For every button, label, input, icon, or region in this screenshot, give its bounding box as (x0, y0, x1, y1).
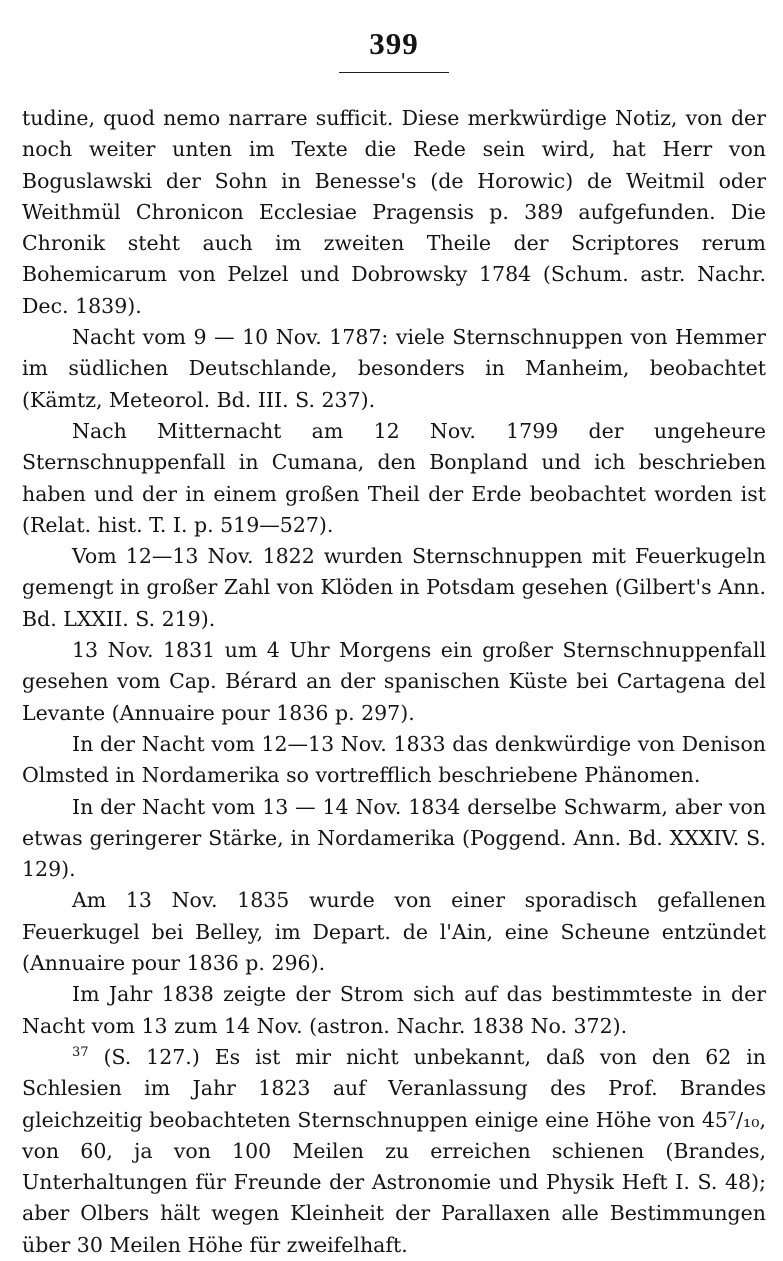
body-text (22, 103, 766, 1261)
footnote-number: 37 (72, 1045, 89, 1061)
paragraph-9: Im Jahr 1838 zeigte der Strom sich auf das bestimmteste in der Nacht vom 13 zum 14 Nov. (astron. Nachr. 1838 No. 372). (22, 982, 766, 1038)
book-page (22, 26, 766, 1257)
paragraph-7: In der Nacht vom 13 — 14 Nov. 1834 derselbe Schwarm, aber von etwas geringerer Stärke, in Nordamerika (Poggend. Ann. Bd. XXXIV. S. 129). (22, 794, 766, 882)
paragraph-3: Nach Mitternacht am 12 Nov. 1799 der ungeheure Sternschnuppenfall in Cumana, den Bonpland und ich beschrieben haben und der in einem großen Theil der Erde beobachtet worden ist (Relat. hist. T. I. p. 519—527). (22, 418, 766, 537)
footnote-text: (S. 127.) Es ist mir nicht unbekannt, daß von den 62 in Schlesien im Jahr 1823 auf Veranlassung des Prof. Brandes gleichzeitig beobachteten Sternschnuppen einige eine Höhe von 45⁷/₁₀, von 60, ja von 100 Meilen zu erreichen schienen (Brandes, Unterhaltungen für Freunde der Astronomie und Physik Heft I. S. 48); aber Olbers hält wegen Kleinheit der Parallaxen alle Bestimmungen über 30 Meilen Höhe für zweifelhaft. (22, 1044, 766, 1257)
paragraph-8: Am 13 Nov. 1835 wurde von einer sporadisch gefallenen Feuerkugel bei Belley, im Depart. de l'Ain, eine Scheune entzündet (Annuaire pour 1836 p. 296). (22, 888, 766, 976)
header-rule (339, 72, 449, 73)
paragraph-4: Vom 12—13 Nov. 1822 wurden Sternschnuppen mit Feuerkugeln gemengt in großer Zahl von Klöden in Potsdam gesehen (Gilbert's Ann. Bd. LXXII. S. 219). (22, 544, 766, 631)
footnote (22, 1042, 766, 1261)
paragraph-2: Nacht vom 9 — 10 Nov. 1787: viele Sternschnuppen von Hemmer im südlichen Deutschlande, besonders in Manheim, beobachtet (Kämtz, Meteorol. Bd. III. S. 237). (22, 325, 766, 412)
paragraph-5: 13 Nov. 1831 um 4 Uhr Morgens ein großer Sternschnuppenfall gesehen vom Cap. Bérard an der spanischen Küste bei Cartagena del Levante (Annuaire pour 1836 p. 297). (22, 638, 766, 725)
paragraph-6: In der Nacht vom 12—13 Nov. 1833 das denkwürdige von Denison Olmsted in Nordamerika so vortrefflich beschriebene Phänomen. (22, 731, 766, 788)
page-number: 399 (369, 26, 419, 61)
paragraph-1: tudine, quod nemo narrare sufficit. Diese merkwürdige Notiz, von der noch weiter unten im Texte die Rede sein wird, hat Herr von Boguslawski der Sohn in Benesse's (de Horowic) de Weitmil oder Weithmül Chronicon Ecclesiae Pragensis p. 389 aufgefunden. Die Chronik steht auch im zweiten Theile der Scriptores rerum Bohemicarum von Pelzel und Dobrowsky 1784 (Schum. astr. Nachr. Dec. 1839). (22, 106, 766, 318)
